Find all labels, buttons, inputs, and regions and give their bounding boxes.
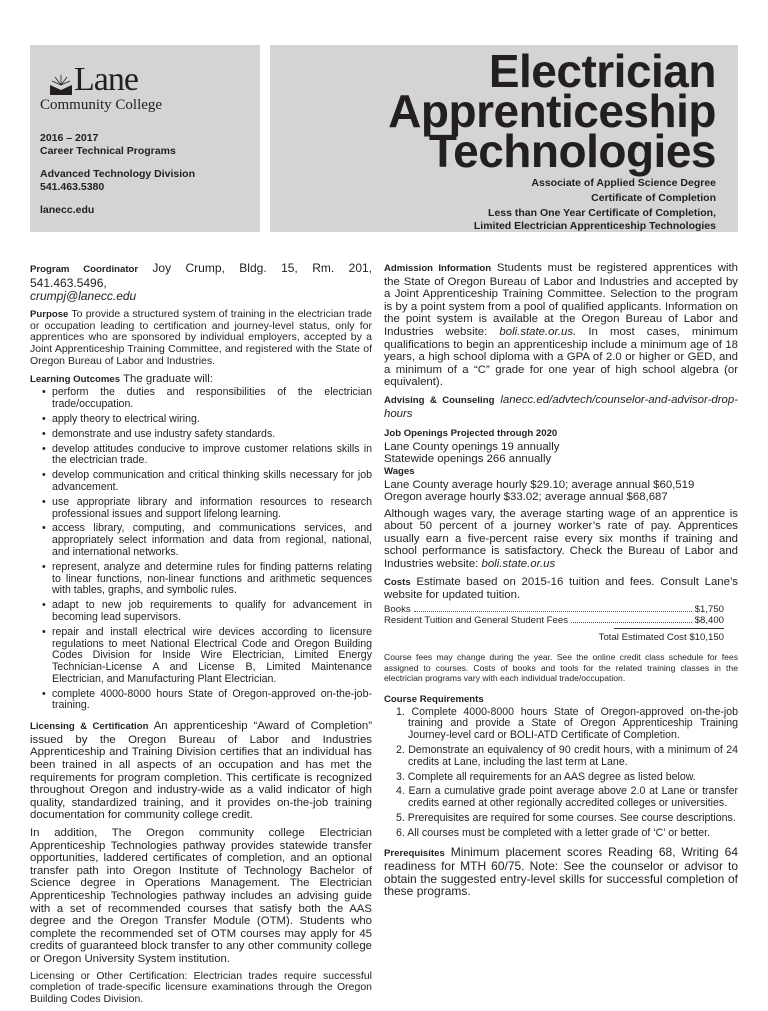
list-item: 3. Complete all requirements for an AAS degree as listed below. — [396, 770, 696, 783]
wages-heading: Wages — [384, 465, 415, 477]
licensing: Licensing & Certification An apprenticeship “Award of Completion” issued by the Oregon Bureau of Labor and Industries Apprenticeship and Training Division certifies that an individual has been trained in all aspects of an occupation and has met the requirements for program completion. This certificate is recognized throughout Oregon and industry-wide as a valid indicator of high quality, standardized training, and it provides on-the-job training documentation for community college credit. — [30, 720, 372, 822]
total-rule — [614, 628, 724, 629]
list-item: • develop communication and critical thinking skills necessary for job advancement. — [42, 470, 372, 494]
jobs-heading: Job Openings Projected through 2020 — [384, 428, 558, 440]
sunburst-book-icon — [50, 73, 72, 95]
college-name: Community College — [40, 97, 163, 113]
title-line: Apprenticeship — [388, 85, 716, 137]
credential: Associate of Applied Science Degree — [531, 177, 716, 189]
list-item: • perform the duties and responsibilities of the electrician trade/occupation. — [42, 387, 372, 411]
list-item: • develop attitudes conducive to improve customer relations skills in the electrician trade. — [42, 444, 372, 468]
requirements-list — [394, 707, 738, 840]
list-item: 2. Demonstrate an equivalency of 90 credit hours, with a minimum of 24 credits at Lane, including the last term at Lane. — [396, 743, 738, 768]
program-title-box — [270, 45, 738, 232]
division-name: Advanced Technology Division — [40, 168, 195, 180]
division-phone: 541.463.5380 — [40, 181, 105, 193]
wage-line: Lane County average hourly $29.10; average annual $60,519 — [384, 478, 695, 491]
left-column — [30, 262, 372, 1011]
credential: Certificate of Completion — [591, 192, 716, 204]
job-line: Lane County openings 19 annually — [384, 440, 560, 453]
list-item: • adapt to new job requirements to qualify for advancement in becoming lead supervisors. — [42, 600, 372, 624]
admission: Admission Information Students must be registered apprentices with the State of Oregon Bureau of Labor and Industries and accepted by a Joint Apprenticeship Training Committee. Selection to the program is by a point system from a pool of qualified applicants. Information on the point system is available at the Oregon Bureau of Labor and Industries website: boli.state.or.us. In most cases, minimum qualifications to begin an apprenticeship include a minimum age of 18 years, a high school diploma with a GPA of 2.0 or higher or GED, and a minimum of a “C” grade for one year of high school algebra (or equivalent). — [384, 262, 739, 389]
list-item: • apply theory to electrical wiring. — [42, 414, 372, 426]
list-item: • complete 4000-8000 hours State of Oregon-approved on-the-job-training. — [42, 689, 372, 713]
list-item: 4. Earn a cumulative grade point average above 2.0 at Lane or transfer credits earned at other regionally accredited colleges or universities. — [396, 785, 738, 810]
coordinator-email[interactable]: crumpj@lanecc.edu — [30, 289, 137, 304]
costs: Costs Estimate based on 2015-16 tuition and fees. Consult Lane’s website for updated tuition. — [384, 575, 738, 602]
list-item: • repair and install electrical wire devices according to licensure regulations to meet National Electrical Code and Oregon Building Codes Division for Inside Wire Electrician, Limited Energy Technician-License A and License B, Limited Maintenance Electrician, and Manufacturing Plant Electrician. — [42, 627, 372, 686]
list-item: • represent, analyze and determine rules for finding patterns relating to linear functions, non-linear functions and arithmetic sequences with tables, graphs, and symbolic rules. — [42, 562, 372, 597]
cost-row: Resident Tuition and General Student Fees $8,400 — [384, 614, 724, 626]
total-cost: Total Estimated Cost $10,150 — [384, 632, 724, 645]
fees-note: Course fees may change during the year. See the online credit class schedule for fees assigned to courses. Costs of books and tools for the related training classes in the electrician programs vary with each individual trade/occupation. — [384, 652, 738, 684]
requirements-heading: Course Requirements — [384, 693, 484, 705]
job-line: Statewide openings 266 annually — [384, 453, 552, 466]
boli-link[interactable]: boli.state.or.us. — [499, 325, 577, 338]
title-line: Technologies — [428, 125, 716, 177]
outcomes-list — [42, 387, 372, 712]
advising: Advising & Counseling lanecc.ed/advtech/counselor-and-advisor-drop-hours — [384, 393, 738, 420]
right-column — [384, 262, 738, 903]
program-category: Career Technical Programs — [40, 145, 176, 157]
list-item: 5. Prerequisites are required for some courses. See course descriptions. — [396, 811, 736, 824]
college-logo: Lane — [50, 65, 260, 95]
purpose: Purpose To provide a structured system of training in the electrician trade or occupation leading to certification and journey-level status, only for apprentices who are sponsored by individual employers, accepted by a Joint Apprenticeship Training Committee, and registered with the State of Oregon Bureau of Labor and Industries. — [30, 307, 372, 367]
list-item: • access library, computing, and communications services, and appropriately select information and data from regional, national, and international networks. — [42, 523, 372, 558]
other-certification: Licensing or Other Certification: Electrician trades require successful completion of trade-specific licensure examinations through the Oregon Building Codes Division. — [30, 969, 372, 1006]
advising-link[interactable]: lanecc.ed/advtech/counselor-and-advisor-drop-hours — [384, 393, 738, 420]
coordinator: Program Coordinator Joy Crump, Bldg. 15, Rm. 201, 541.463.5496, crumpj@lanecc.edu — [30, 261, 372, 304]
boli-link[interactable]: boli.state.or.us — [481, 558, 556, 571]
wages-note: Although wages vary, the average starting wage of an apprentice is about 50 percent of a journey worker’s rate of pay. Apprentices usually earn a five-percent raise every six months if training and school performance is satisfactory. Check the Bureau of Labor and Industries website: boli.state.or.us — [384, 507, 738, 571]
cost-row: Books $1,750 — [384, 603, 724, 615]
title-line: Electrician — [488, 45, 716, 97]
outcomes-heading: Learning Outcomes The graduate will: — [30, 372, 213, 385]
college-info-box — [30, 45, 260, 232]
additional-info: In addition, The Oregon community college Electrician Apprenticeship Technologies pathway provides statewide transfer opportunities, laddered certificates of completion, and an optional transfer path into Oregon Institute of Technology Bachelor of Science degree in Operations Management. The Electrician Apprenticeship Technologies pathway includes an advising guide with a set of recommended courses that satisfy both the AAS degree and the Oregon Transfer Module (OTM). Students who complete the recommended set of OTM courses may apply for 45 credits of guaranteed block transfer to any other community college or Oregon University System institution. — [30, 827, 372, 965]
list-item: • use appropriate library and information resources to research professional issues and support lifelong learning. — [42, 497, 372, 521]
prerequisites: Prerequisites Minimum placement scores Reading 68, Writing 64 readiness for MTH 60/75. Note: See the counselor or advisor to obtain the suggested entry-level skills for successful completion of these programs. — [384, 844, 738, 899]
list-item: • demonstrate and use industry safety standards. — [42, 429, 372, 441]
list-item: 6. All courses must be completed with a letter grade of ‘C’ or better. — [396, 826, 711, 839]
credential: Less than One Year Certificate of Completion, — [488, 207, 716, 219]
wage-line: Oregon average hourly $33.02; average annual $68,687 — [384, 491, 668, 504]
catalog-year: 2016 – 2017 — [40, 132, 99, 144]
credential: Limited Electrician Apprenticeship Technologies — [473, 220, 716, 232]
list-item: 1. Complete 4000-8000 hours State of Oregon-approved on-the-job training and provide a State of Oregon Apprenticeship Training Journey-level card or BOLI-ATD Certificate of Completion. — [396, 705, 738, 742]
website[interactable]: lanecc.edu — [40, 204, 95, 216]
